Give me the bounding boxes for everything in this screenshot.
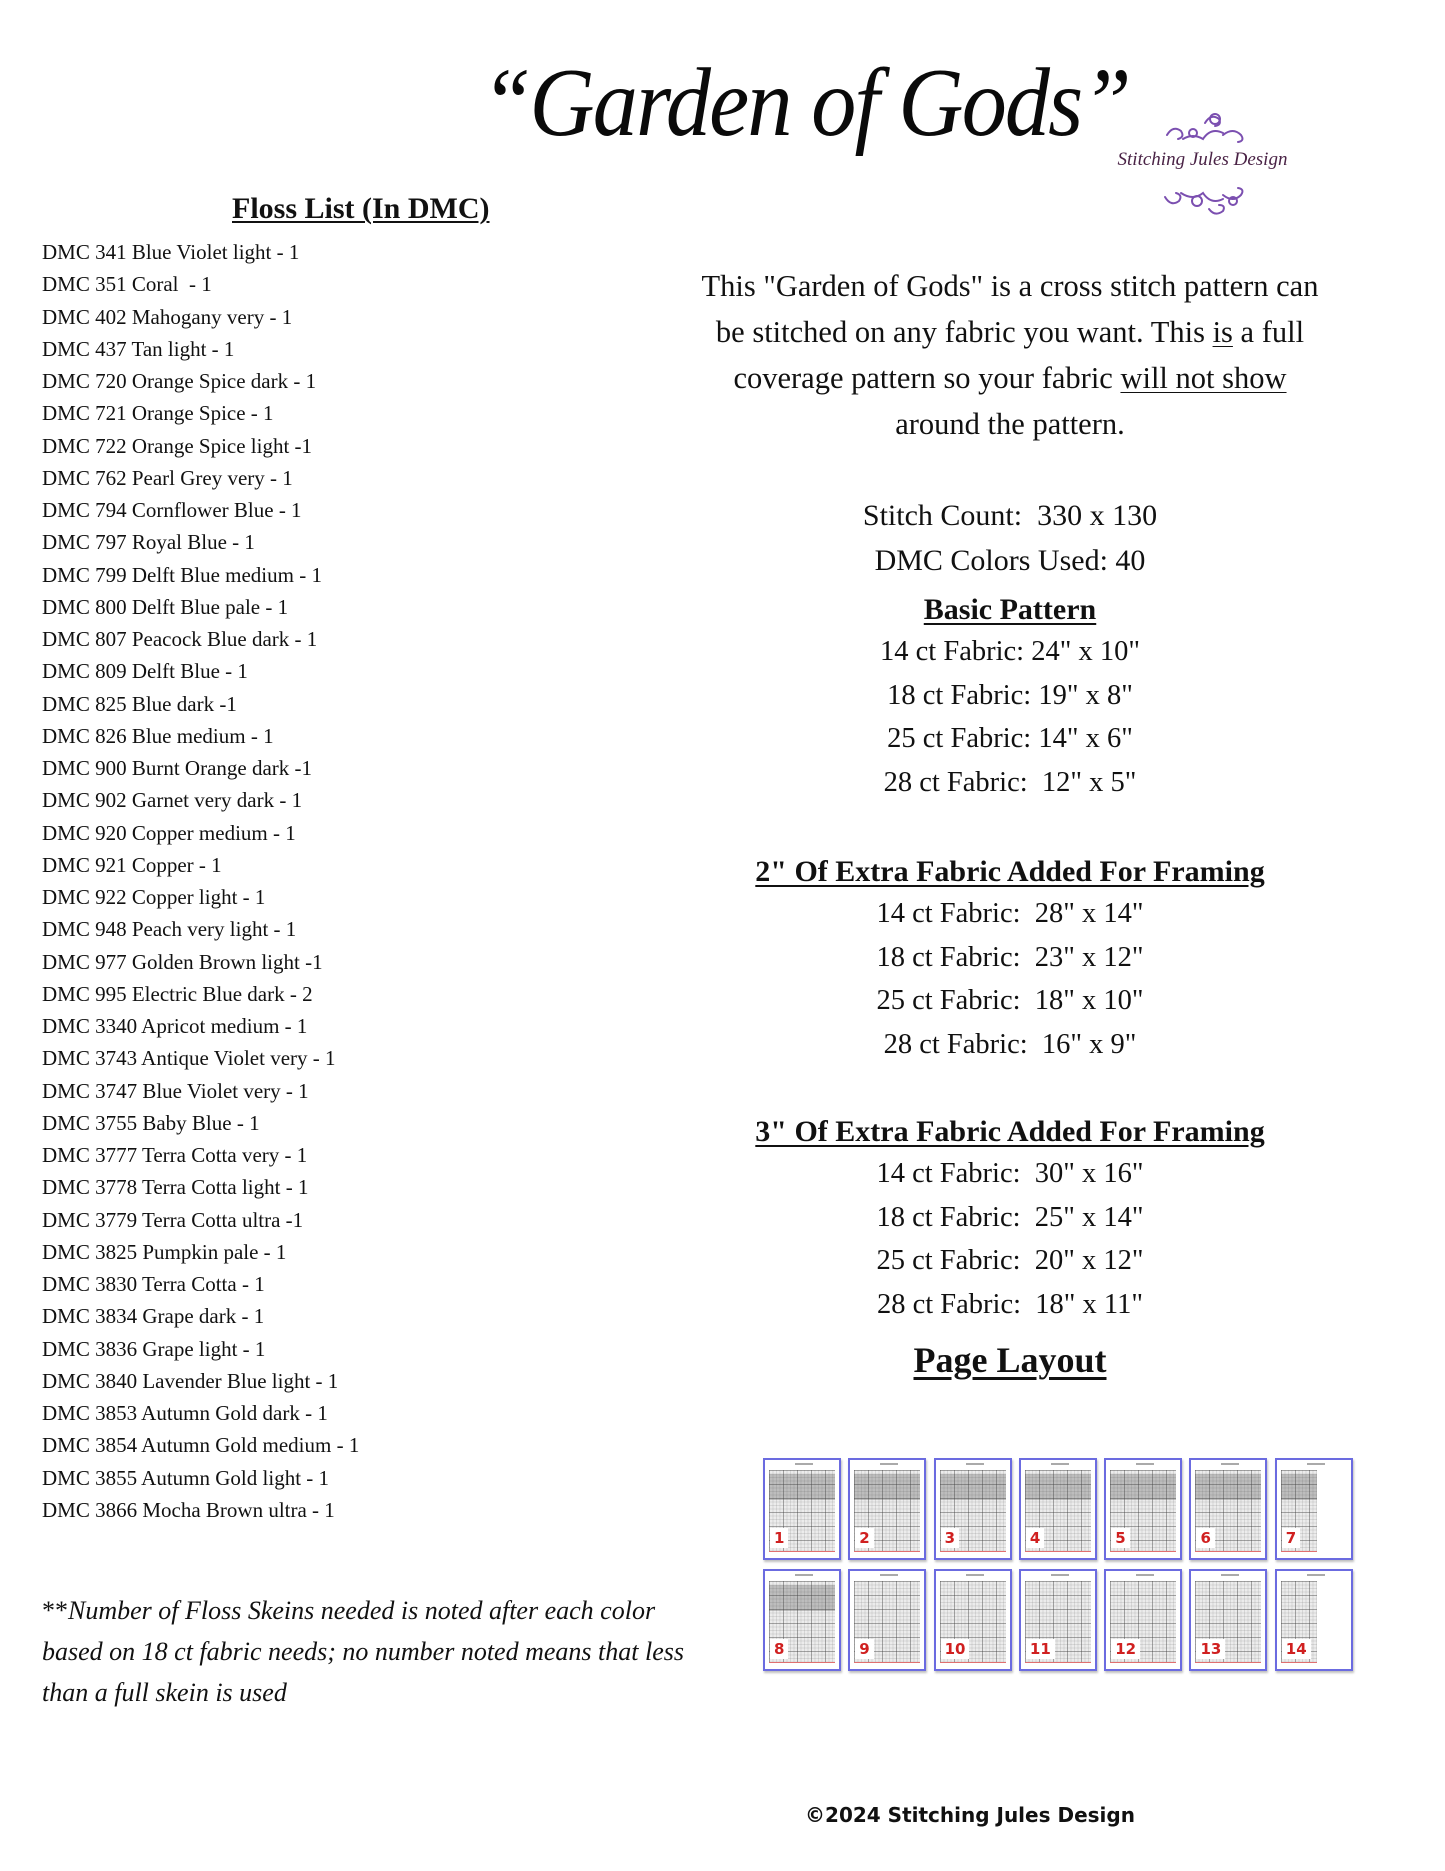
floss-item: DMC 977 Golden Brown light -1: [42, 949, 323, 974]
page-thumbnail: [934, 1458, 1012, 1560]
page-number-label: 9: [855, 1639, 873, 1659]
thumbnail-header-mark: [880, 1574, 898, 1576]
thumbnail-header-mark: [1307, 1463, 1325, 1465]
page-number-label: 2: [855, 1528, 873, 1548]
floss-item: DMC 826 Blue medium - 1: [42, 723, 274, 748]
page-thumbnail: [1019, 1458, 1097, 1560]
floss-item: DMC 3747 Blue Violet very - 1: [42, 1078, 309, 1103]
intro-paragraph: [690, 263, 1330, 447]
page-thumbnail: [848, 1569, 926, 1671]
page-number-label: 14: [1282, 1639, 1311, 1659]
floss-item: DMC 722 Orange Spice light -1: [42, 433, 313, 458]
intro-text-1: This "Garden of Gods" is a cross stitch pattern can be stitched on any fabric you want. This: [701, 269, 1319, 349]
floss-item: DMC 797 Royal Blue - 1: [42, 530, 255, 555]
floss-item: DMC 948 Peach very light - 1: [42, 917, 297, 942]
floss-item: DMC 3834 Grape dark - 1: [42, 1304, 265, 1329]
dense-stitch-area: [1110, 1474, 1176, 1500]
floss-item: DMC 3854 Autumn Gold medium - 1: [42, 1433, 360, 1458]
floss-item: DMC 3830 Terra Cotta - 1: [42, 1272, 265, 1296]
dense-stitch-area: [1025, 1474, 1091, 1500]
floss-item: DMC 3840 Lavender Blue light - 1: [42, 1368, 339, 1393]
colors-used: DMC Colors Used: 40: [874, 544, 1146, 577]
fabric-size-line: 25 ct Fabric: 14" x 6": [887, 723, 1133, 754]
floss-item: DMC 721 Orange Spice - 1: [42, 401, 274, 426]
floss-item: DMC 809 Delft Blue - 1: [42, 659, 248, 684]
thumbnail-header-mark: [966, 1463, 984, 1465]
thumbnail-header-mark: [1136, 1574, 1154, 1576]
framing-3in-heading: 3" Of Extra Fabric Added For Framing: [755, 1115, 1265, 1148]
page-thumbnail: [763, 1569, 841, 1671]
floss-item: DMC 825 Blue dark -1: [42, 691, 237, 716]
basic-pattern-heading: Basic Pattern: [923, 593, 1097, 626]
fabric-size-line: 28 ct Fabric: 12" x 5": [883, 766, 1137, 798]
floss-item: DMC 3755 Baby Blue - 1: [42, 1110, 260, 1135]
dense-stitch-area: [1281, 1474, 1317, 1500]
floss-item: DMC 799 Delft Blue medium - 1: [42, 562, 322, 587]
floss-item: DMC 402 Mahogany very - 1: [42, 304, 293, 329]
floss-item: DMC 3866 Mocha Brown ultra - 1: [42, 1497, 335, 1522]
page-thumbnail: [1275, 1569, 1353, 1671]
page-thumbnail: [1189, 1458, 1267, 1560]
fabric-size-list: [690, 630, 1330, 804]
thumbnail-header-mark: [1051, 1574, 1069, 1576]
page-thumbnail: [1019, 1569, 1097, 1671]
floss-item: DMC 3743 Antique Violet very - 1: [42, 1046, 336, 1071]
thumbnail-header-mark: [795, 1463, 813, 1465]
thumbnail-header-mark: [966, 1574, 984, 1576]
intro-emphasis-is: is: [1212, 315, 1233, 349]
floss-item: DMC 800 Delft Blue pale - 1: [42, 594, 289, 619]
floss-item: DMC 900 Burnt Orange dark -1: [42, 756, 313, 780]
intro-emphasis-will-not-show: will not show: [1120, 361, 1287, 395]
intro-text-2: a full coverage pattern so your fabric: [733, 315, 1305, 395]
dense-stitch-area: [1195, 1474, 1261, 1500]
floss-item: DMC 902 Garnet very dark - 1: [42, 788, 303, 813]
floss-item: DMC 794 Cornflower Blue - 1: [42, 498, 302, 522]
thumbnail-header-mark: [1221, 1574, 1239, 1576]
thumbnail-header-mark: [1051, 1463, 1069, 1465]
page-thumbnail: [1189, 1569, 1267, 1671]
page-number-label: 11: [1026, 1639, 1055, 1659]
fabric-size-line: 14 ct Fabric: 24" x 10": [880, 636, 1140, 667]
thumbnail-header-mark: [880, 1463, 898, 1465]
thumbnail-header-mark: [795, 1574, 813, 1576]
floss-item: DMC 3855 Autumn Gold light - 1: [42, 1465, 330, 1490]
intro-text-3: around the pattern.: [895, 407, 1125, 441]
stitch-count: Stitch Count: 330 x 130: [862, 499, 1158, 532]
floss-item: DMC 995 Electric Blue dark - 2: [42, 981, 313, 1006]
floss-item: DMC 437 Tan light - 1: [42, 336, 235, 361]
floss-item: DMC 3777 Terra Cotta very - 1: [42, 1143, 308, 1167]
floss-item: DMC 920 Copper medium - 1: [42, 820, 296, 845]
fabric-size-line: 18 ct Fabric: 19" x 8": [887, 679, 1133, 711]
fabric-size-list: [690, 892, 1330, 1066]
page-number-label: 5: [1111, 1528, 1129, 1548]
fabric-size-line: 25 ct Fabric: 18" x 10": [876, 985, 1144, 1016]
floss-item: DMC 3778 Terra Cotta light - 1: [42, 1175, 309, 1200]
floss-item: DMC 922 Copper light - 1: [42, 885, 266, 909]
floss-item: DMC 807 Peacock Blue dark - 1: [42, 627, 318, 651]
page-thumbnail: [848, 1458, 926, 1560]
page-number-label: 6: [1196, 1528, 1214, 1548]
floss-item: DMC 762 Pearl Grey very - 1: [42, 465, 293, 490]
page-number-label: 13: [1196, 1639, 1225, 1659]
page-number-label: 7: [1282, 1528, 1300, 1548]
footnote-text: Number of Floss Skeins needed is noted after each color based on 18 ct fabric needs; no number noted means that less than a full skein is used: [42, 1596, 684, 1707]
fabric-size-line: 25 ct Fabric: 20" x 12": [876, 1245, 1144, 1276]
framing-3in-section: [690, 1112, 1330, 1326]
floss-list-heading: Floss List (In DMC): [232, 192, 490, 225]
page-thumbnail: [763, 1458, 841, 1560]
page-number-label: 1: [770, 1528, 788, 1548]
dense-stitch-area: [769, 1585, 835, 1611]
brand-logo: [1105, 105, 1300, 220]
floss-list: [42, 236, 359, 1526]
framing-2in-section: [690, 852, 1330, 1066]
page-thumbnail: [934, 1569, 1012, 1671]
page-layout-heading: Page Layout: [913, 1340, 1107, 1380]
floss-footnote: [42, 1590, 692, 1713]
thumbnail-header-mark: [1307, 1574, 1325, 1576]
dense-stitch-area: [854, 1474, 920, 1500]
fabric-size-line: 28 ct Fabric: 18" x 11": [876, 1288, 1143, 1320]
page-layout-grid: [763, 1458, 1353, 1671]
basic-pattern-section: [690, 590, 1330, 804]
fabric-size-line: 18 ct Fabric: 25" x 14": [876, 1201, 1144, 1233]
fabric-size-line: 14 ct Fabric: 28" x 14": [876, 898, 1144, 929]
page-number-label: 8: [770, 1639, 788, 1659]
dense-stitch-area: [769, 1474, 835, 1500]
thumbnail-header-mark: [1136, 1463, 1154, 1465]
floss-item: DMC 3340 Apricot medium - 1: [42, 1014, 308, 1038]
page-thumbnail: [1275, 1458, 1353, 1560]
fabric-size-list: [690, 1152, 1330, 1326]
page-number-label: 10: [941, 1639, 970, 1659]
floss-item: DMC 3836 Grape light - 1: [42, 1336, 266, 1361]
page-thumbnail: [1104, 1569, 1182, 1671]
thumbnail-header-mark: [1221, 1463, 1239, 1465]
dense-stitch-area: [940, 1474, 1006, 1500]
framing-2in-heading: 2" Of Extra Fabric Added For Framing: [755, 855, 1265, 888]
page-number-label: 3: [941, 1528, 959, 1548]
floss-item: DMC 3779 Terra Cotta ultra -1: [42, 1207, 304, 1232]
fabric-size-line: 18 ct Fabric: 23" x 12": [876, 941, 1144, 973]
floss-item: DMC 921 Copper - 1: [42, 852, 222, 877]
footnote-asterisks: **: [42, 1596, 68, 1625]
fabric-size-line: 14 ct Fabric: 30" x 16": [876, 1158, 1144, 1189]
pattern-stats: [690, 493, 1330, 583]
floss-item: DMC 341 Blue Violet light - 1: [42, 240, 300, 264]
floss-item: DMC 720 Orange Spice dark - 1: [42, 369, 317, 393]
page-thumbnail: [1104, 1458, 1182, 1560]
floss-item: DMC 351 Coral - 1: [42, 272, 212, 297]
page-number-label: 12: [1111, 1639, 1140, 1659]
logo-text: Stitching Jules Design: [1117, 149, 1288, 170]
pattern-title: “Garden of Gods”: [481, 49, 1130, 157]
copyright-footer: ©2024 Stitching Jules Design: [805, 1803, 1135, 1827]
floss-item: DMC 3825 Pumpkin pale - 1: [42, 1239, 287, 1264]
page-number-label: 4: [1026, 1528, 1044, 1548]
fabric-size-line: 28 ct Fabric: 16" x 9": [883, 1028, 1137, 1060]
floss-item: DMC 3853 Autumn Gold dark - 1: [42, 1401, 328, 1425]
